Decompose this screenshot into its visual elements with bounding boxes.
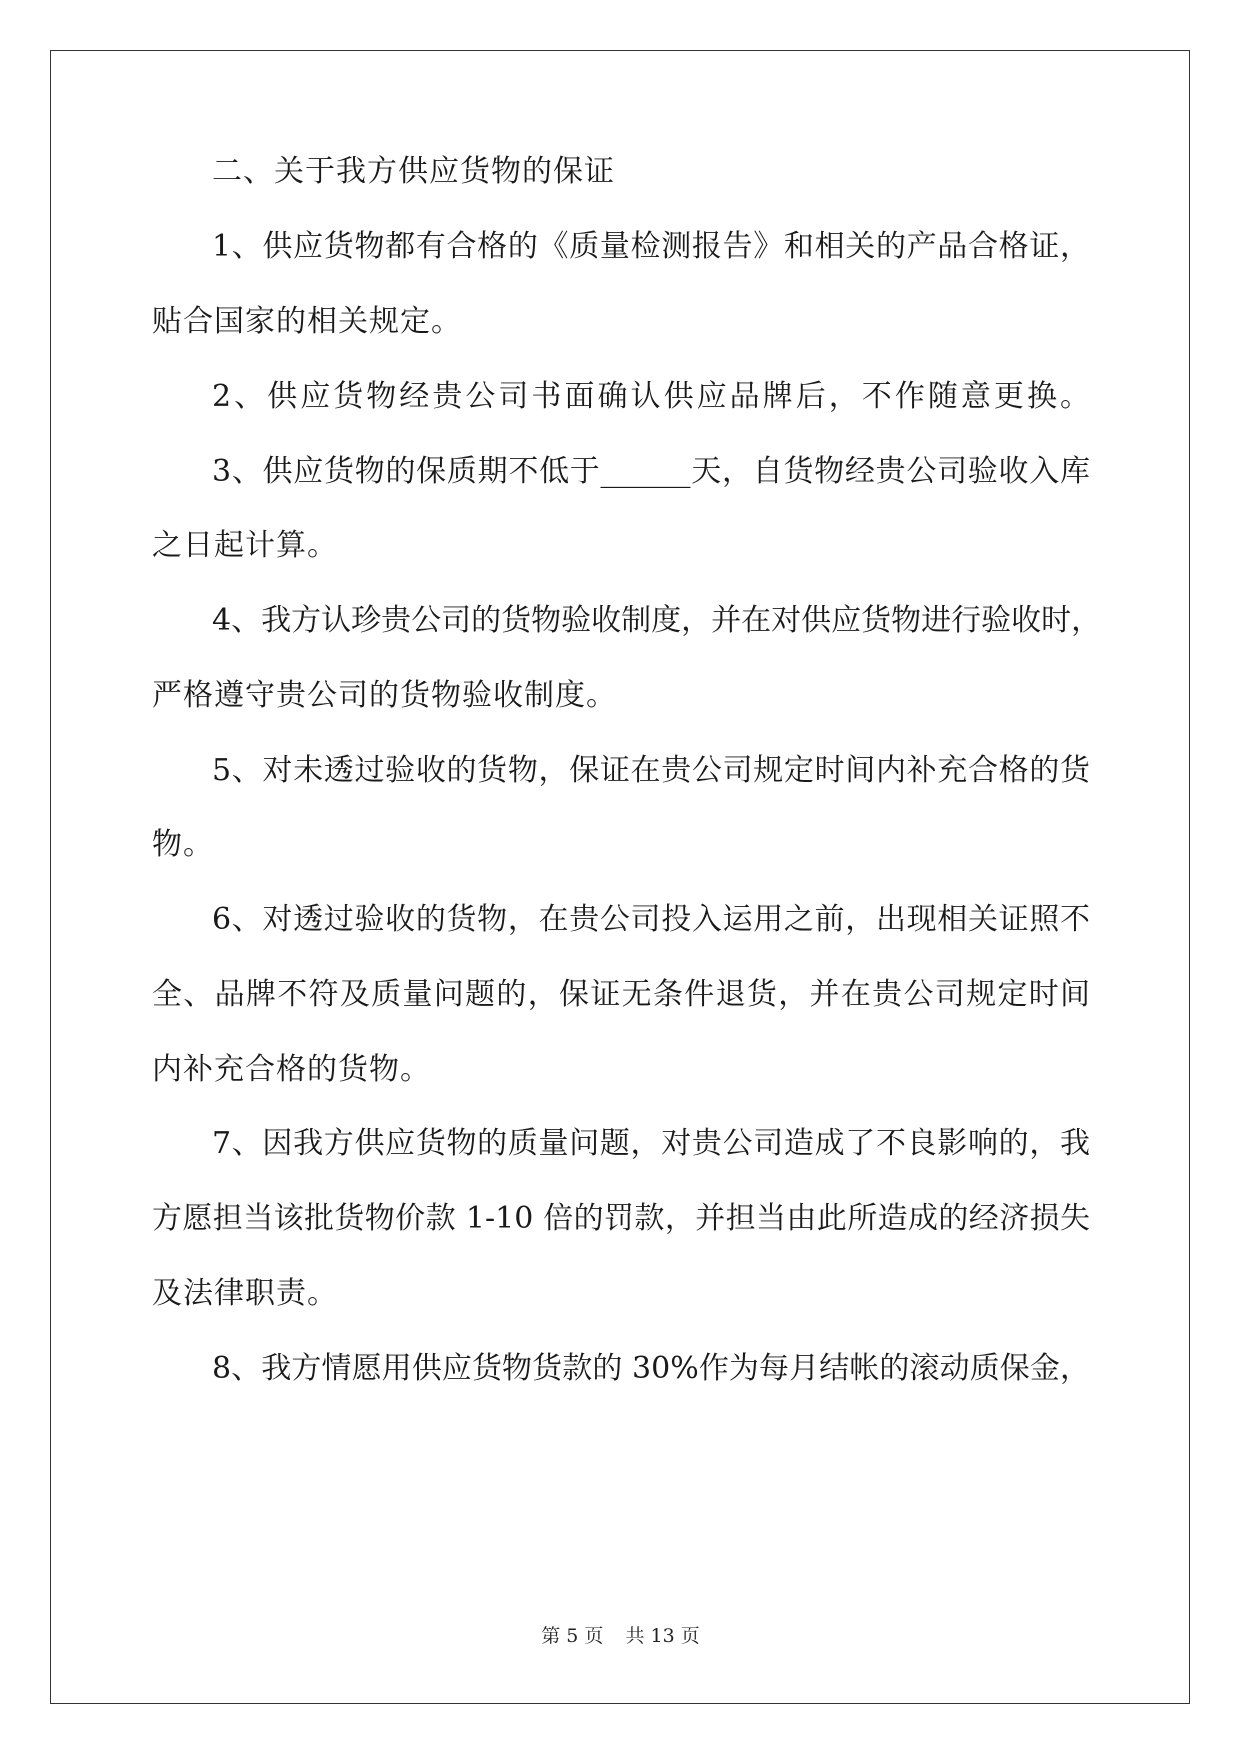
paragraph-line: 及法律职责。	[152, 1276, 338, 1311]
paragraph-line: 严格遵守贵公司的货物验收制度。	[152, 678, 617, 713]
paragraph-line: 贴合国家的相关规定。	[152, 304, 462, 339]
paragraph-line: 全、品牌不符及质量问题的，保证无条件退货，并在贵公司规定时间	[152, 977, 1090, 1012]
paragraph-line: 内补充合格的货物。	[152, 1052, 431, 1087]
paragraph-line: 1、供应货物都有合格的《质量检测报告》和相关的产品合格证，	[212, 229, 1090, 264]
paragraph-line: 2、供应货物经贵公司书面确认供应品牌后，不作随意更换。	[212, 379, 1090, 414]
page-total: 共 13 页	[625, 1625, 700, 1647]
page-border	[50, 50, 1190, 1704]
paragraph-line: 3、供应货物的保质期不低于______天，自货物经贵公司验收入库	[212, 454, 1090, 489]
paragraph-line: 8、我方情愿用供应货物货款的 30%作为每月结帐的滚动质保金，	[212, 1351, 1090, 1386]
paragraph-line: 5、对未透过验收的货物，保证在贵公司规定时间内补充合格的货	[212, 753, 1090, 788]
paragraph-line: 物。	[152, 827, 214, 862]
section-heading: 二、关于我方供应货物的保证	[212, 154, 615, 189]
paragraph-line: 4、我方认珍贵公司的货物验收制度，并在对供应货物进行验收时，	[212, 603, 1102, 638]
paragraph-line: 方愿担当该批货物价款 1-10 倍的罚款，并担当由此所造成的经济损失	[152, 1201, 1090, 1236]
page-number: 第 5 页	[541, 1625, 604, 1647]
page-footer	[0, 1624, 1241, 1648]
paragraph-line: 7、因我方供应货物的质量问题，对贵公司造成了不良影响的，我	[212, 1126, 1090, 1161]
paragraph-line: 6、对透过验收的货物，在贵公司投入运用之前，出现相关证照不	[212, 902, 1090, 937]
paragraph-line: 之日起计算。	[152, 528, 338, 563]
